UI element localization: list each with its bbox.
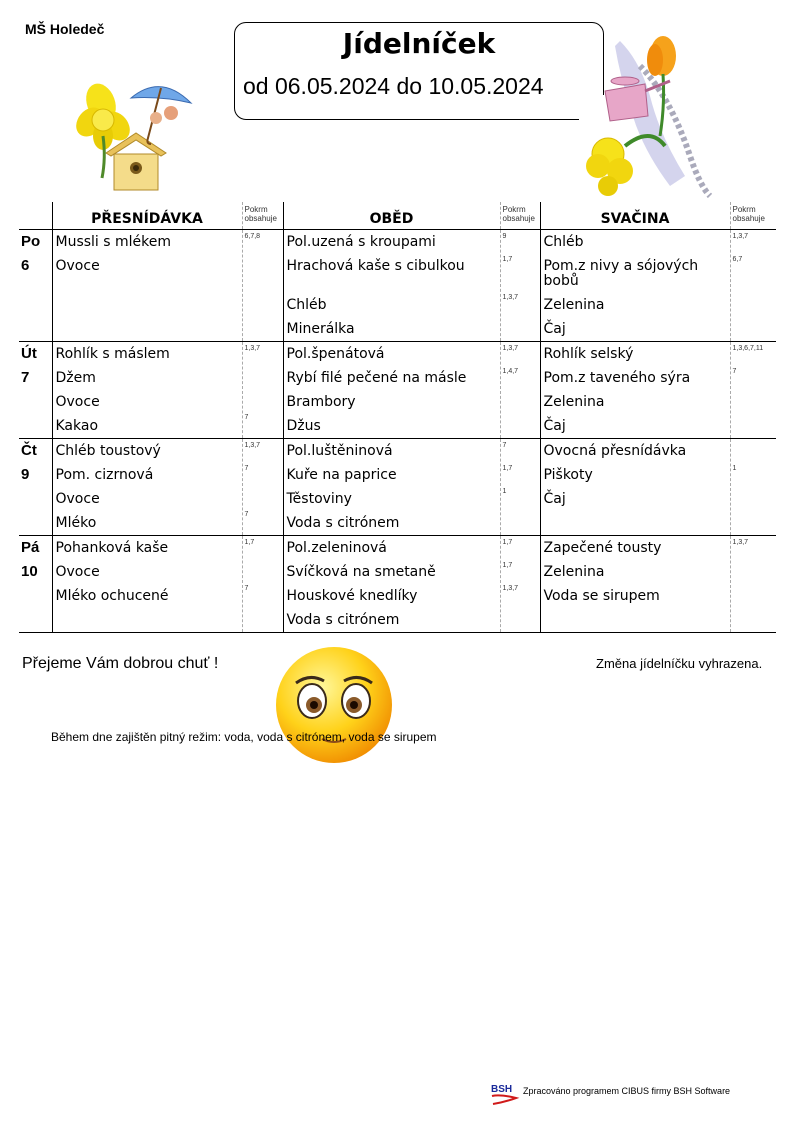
day-number: 7 — [21, 369, 30, 386]
snack-dish: Zelenina — [543, 297, 605, 313]
day-name: Pá — [21, 539, 40, 556]
snack-dish: Pom.z taveného sýra — [543, 370, 691, 386]
lunch-dish: Pol.zeleninová — [286, 540, 387, 556]
lunch-dish: Minerálka — [286, 321, 355, 337]
snack-dish: Čaj — [543, 418, 566, 434]
snack-allergens — [731, 291, 777, 314]
snack-allergens: 1 — [732, 465, 737, 472]
lunch-allergens: 7 — [502, 442, 507, 449]
spring-birdhouse-image — [76, 78, 196, 196]
snack-allergens — [731, 605, 777, 628]
smiley-face-icon — [272, 643, 396, 767]
lunch-allergens: 1,7 — [502, 465, 513, 472]
breakfast-allergens: 7 — [244, 511, 249, 518]
lunch-header: OBĚD — [283, 202, 500, 230]
breakfast-dish — [53, 317, 242, 341]
snack-allergens — [731, 485, 777, 508]
drinking-regime-text: Během dne zajištěn pitný režim: voda, voda s citrónem, voda se sirupem — [51, 730, 437, 744]
breakfast-allergens — [243, 485, 283, 508]
breakfast-header: PŘESNÍDÁVKA — [52, 202, 242, 230]
lunch-dish: Těstoviny — [286, 491, 352, 507]
wish-text: Přejeme Vám dobrou chuť ! — [22, 655, 219, 672]
snack-dish: Chléb — [543, 234, 584, 250]
breakfast-allergens — [243, 314, 283, 337]
snack-allergens: 1,3,6,7,11 — [732, 345, 764, 352]
date-range: od 06.05.2024 do 10.05.2024 — [243, 73, 544, 99]
breakfast-dish: Mléko — [55, 515, 97, 531]
day-row — [19, 439, 776, 536]
lunch-allergens — [501, 411, 540, 434]
lunch-allergens: 1 — [502, 488, 507, 495]
day-name: Čt — [21, 442, 37, 459]
spring-flowers-image — [580, 36, 720, 198]
lunch-dish: Hrachová kaše s cibulkou — [286, 258, 465, 274]
breakfast-dish: Ovoce — [55, 258, 100, 274]
breakfast-allergens — [243, 388, 283, 411]
snack-dish: Voda se sirupem — [543, 588, 660, 604]
lunch-allergens: 1,3,7 — [502, 294, 519, 301]
lunch-allergens: 1,3,7 — [502, 585, 519, 592]
lunch-dish: Pol.luštěninová — [286, 443, 393, 459]
snack-allergens: 7 — [732, 368, 737, 375]
breakfast-dish: Chléb toustový — [55, 443, 161, 459]
lunch-dish: Rybí filé pečené na másle — [286, 370, 467, 386]
day-row — [19, 342, 776, 439]
snack-allergens — [731, 508, 777, 531]
snack-allergens: 1,3,7 — [732, 233, 749, 240]
breakfast-dish: Rohlík s máslem — [55, 346, 170, 362]
menu-table — [19, 202, 776, 633]
breakfast-allergens: 1,7 — [244, 539, 255, 546]
title-box — [234, 22, 604, 120]
breakfast-allergens: 6,7,8 — [244, 233, 261, 240]
lunch-allergens: 9 — [502, 233, 507, 240]
snack-allergens — [731, 388, 777, 411]
breakfast-dish: Kakao — [55, 418, 99, 434]
lunch-dish: Pol.špenátová — [286, 346, 385, 362]
snack-dish: Ovocná přesnídávka — [543, 443, 687, 459]
snack-allergens — [731, 582, 777, 605]
snack-dish: Čaj — [543, 491, 566, 507]
breakfast-allergens: 7 — [244, 414, 249, 421]
snack-dish: Zelenina — [543, 394, 605, 410]
breakfast-dish — [53, 293, 242, 317]
breakfast-dish: Mussli s mlékem — [55, 234, 172, 250]
day-number: 10 — [21, 563, 38, 580]
breakfast-allergens — [243, 559, 283, 582]
lunch-dish: Brambory — [286, 394, 356, 410]
software-credit-text: Zpracováno programem CIBUS firmy BSH Software — [523, 1086, 731, 1096]
change-note: Změna jídelníčku vyhrazena. — [596, 656, 763, 671]
bsh-logo-icon — [490, 1082, 520, 1106]
breakfast-allergens: 1,3,7 — [244, 442, 261, 449]
snack-dish: Rohlík selský — [543, 346, 634, 362]
lunch-allergens — [501, 605, 540, 628]
day-number: 9 — [21, 466, 30, 483]
breakfast-allergens — [243, 605, 283, 628]
page-title: Jídelníček — [342, 27, 496, 60]
snack-dish: Pom.z nivy a sójových bobů — [543, 258, 699, 289]
lunch-dish: Pol.uzená s kroupami — [286, 234, 436, 250]
snack-allergens: 1,3,7 — [732, 539, 749, 546]
snack-allergens — [731, 314, 777, 337]
lunch-dish: Voda s citrónem — [286, 515, 400, 531]
lunch-allergens — [501, 314, 540, 337]
breakfast-allergens — [243, 291, 283, 314]
lunch-dish: Chléb — [286, 297, 327, 313]
snack-dish: Čaj — [543, 321, 566, 337]
lunch-allergens — [501, 388, 540, 411]
lunch-dish: Svíčková na smetaně — [286, 564, 436, 580]
breakfast-dish: Mléko ochucené — [55, 588, 169, 604]
school-name: MŠ Holedeč — [25, 21, 105, 37]
lunch-allergens: 1,7 — [502, 539, 513, 546]
snack-dish: Zapečené tousty — [543, 540, 662, 556]
breakfast-dish: Ovoce — [55, 564, 100, 580]
snack-allergens: 6,7 — [732, 256, 743, 263]
breakfast-dish — [53, 608, 242, 632]
day-number: 6 — [21, 257, 30, 274]
lunch-allergens: 1,3,7 — [502, 345, 519, 352]
lunch-allergens: 1,7 — [502, 562, 513, 569]
breakfast-dish: Ovoce — [55, 491, 100, 507]
snack-header: SVAČINA — [540, 202, 730, 230]
bsh-logo-text: BSH — [491, 1084, 513, 1095]
lunch-allergens: 1,4,7 — [502, 368, 519, 375]
breakfast-allergens: 7 — [244, 465, 249, 472]
snack-allergens — [731, 439, 777, 462]
breakfast-dish: Pom. cizrnová — [55, 467, 154, 483]
lunch-dish: Džus — [286, 418, 321, 434]
snack-dish: Zelenina — [543, 564, 605, 580]
lunch-dish: Kuře na paprice — [286, 467, 397, 483]
day-row — [19, 230, 776, 342]
lunch-dish: Voda s citrónem — [286, 612, 400, 628]
allergen-header: Pokrm obsahuje — [242, 202, 283, 230]
breakfast-allergens: 1,3,7 — [244, 345, 261, 352]
breakfast-allergens — [243, 365, 283, 388]
snack-dish — [541, 608, 730, 632]
lunch-allergens — [501, 508, 540, 531]
snack-allergens — [731, 411, 777, 434]
day-name: Po — [21, 233, 41, 250]
allergen-header: Pokrm obsahuje — [730, 202, 776, 230]
breakfast-allergens — [243, 253, 283, 291]
breakfast-dish: Ovoce — [55, 394, 100, 410]
breakfast-dish: Pohanková kaše — [55, 540, 169, 556]
breakfast-allergens: 7 — [244, 585, 249, 592]
snack-allergens — [731, 559, 777, 582]
breakfast-dish: Džem — [55, 370, 96, 386]
day-name: Út — [21, 345, 37, 362]
day-row — [19, 536, 776, 633]
allergen-header: Pokrm obsahuje — [500, 202, 540, 230]
lunch-dish: Houskové knedlíky — [286, 588, 418, 604]
snack-dish — [541, 511, 730, 535]
lunch-allergens: 1,7 — [502, 256, 513, 263]
snack-dish: Piškoty — [543, 467, 593, 483]
